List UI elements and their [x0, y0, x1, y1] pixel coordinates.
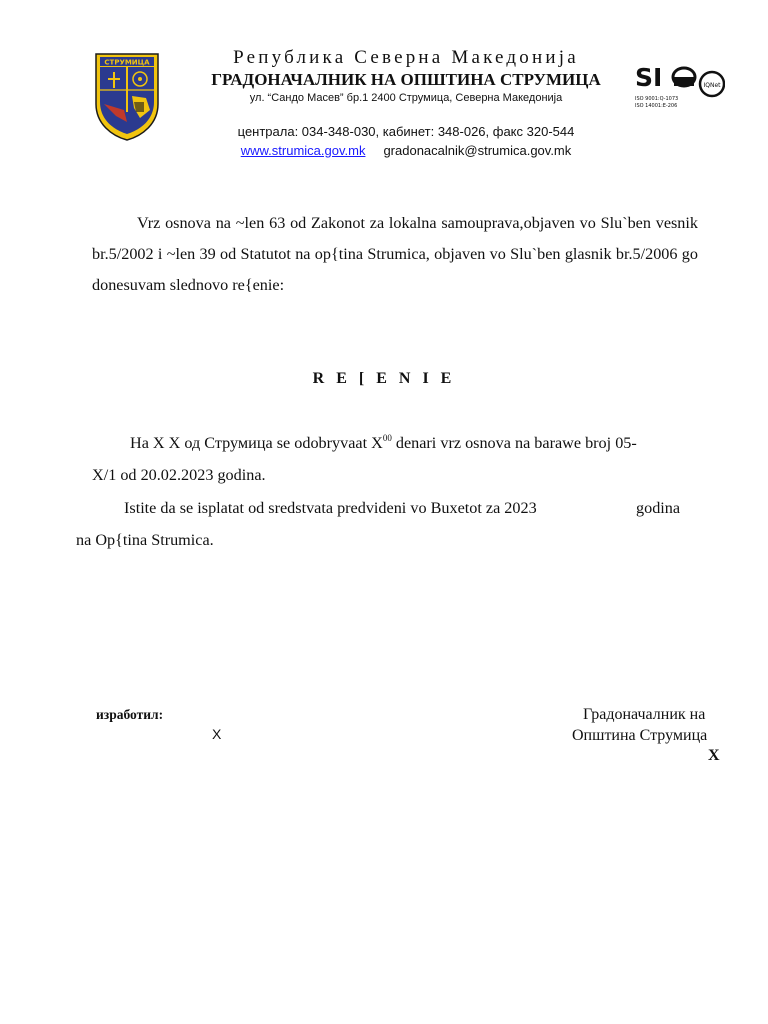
crest-text: СТРУМИЦА: [104, 58, 150, 67]
iso-certification-logo-icon: [633, 60, 725, 112]
mayor-signature-name: X: [708, 747, 720, 764]
cert-iqnet-text: IQNet: [703, 82, 721, 89]
mayor-signature-title-1: Градоначалник на: [583, 706, 706, 723]
header-address: ул. “Сандо Масев” бр.1 2400 Струмица, Северна Македонија: [249, 92, 563, 104]
mayor-signature-title-2: Општина Струмица: [572, 727, 708, 744]
decision-line-3: Istite da se isplatat od sredstvata predvideni vo Buxetot za 2023: [124, 499, 537, 517]
header-phones: централа: 034-348-030, кабинет: 348-026, факс 320-544: [237, 124, 575, 139]
decision-title: R E [ E N I E: [312, 370, 456, 387]
header-contacts: [22, 143, 768, 158]
prepared-by-label: изработил:: [96, 707, 164, 722]
cert-iso-line2: ISO 14001:E-206: [635, 103, 678, 109]
decision-line-1-start: На X X од Струмица se odobryvaat X: [130, 434, 383, 452]
website-link[interactable]: www.strumica.gov.mk: [240, 143, 366, 158]
decision-line-3-end: godina: [636, 499, 681, 517]
header-republic: Република Северна Македонија: [233, 47, 579, 68]
email-text: gradonacalnik@strumica.gov.mk: [383, 143, 572, 158]
decision-line-1: [130, 434, 637, 453]
decision-amount-superscript: 00: [382, 433, 392, 443]
cert-iso-line1: ISO 9001:Q-1073: [635, 96, 679, 102]
decision-line-2: X/1 od 20.02.2023 godina.: [92, 466, 266, 484]
decision-line-4: na Op{tina Strumica.: [76, 531, 214, 549]
prepared-by-name: X: [212, 726, 222, 742]
cert-si-text: SI: [635, 63, 663, 92]
intro-paragraph: Vrz osnova na ~len 63 od Zakonot za lokalna samouprava,objaven vo Slu`ben vesnik br.5/2002 i ~len 39 od Statutot na op{tina Strumica, objaven vo Slu`ben glasnik br.5/2006 go donesuvam slednovo re{enie:: [92, 214, 698, 294]
decision-line-1-end: denari vrz osnova na barawe broj 05-: [391, 434, 637, 452]
header-mayor: ГРАДОНАЧАЛНИК НА ОПШТИНА СТРУМИЦА: [211, 70, 601, 89]
